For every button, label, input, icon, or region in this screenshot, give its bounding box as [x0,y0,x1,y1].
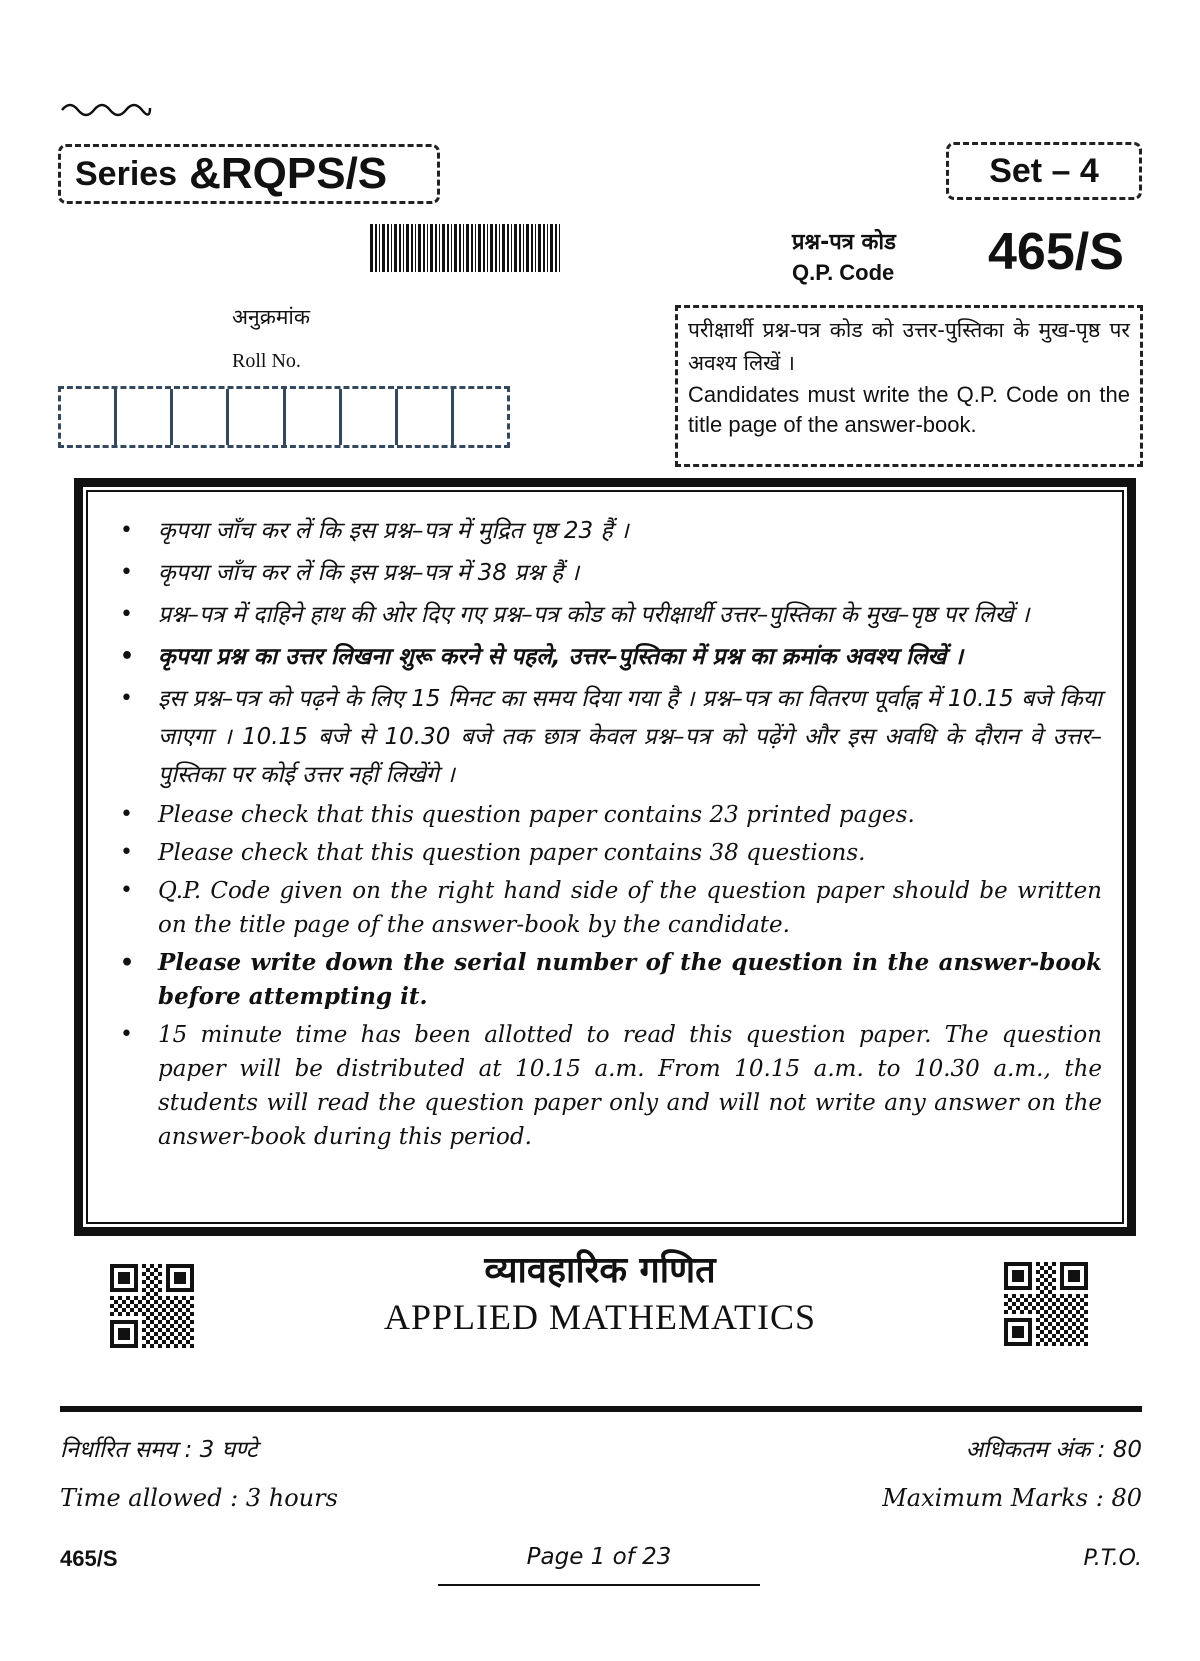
qp-code-value: 465/S [988,223,1124,281]
footer-qp-code: 465/S [60,1546,118,1571]
set-box [946,142,1142,200]
roll-digit-box[interactable] [286,389,342,445]
barcode-icon [370,224,564,272]
instruction-item: • कृपया प्रश्न का उत्तर लिखना शुरू करने से पहले, उत्तर–पुस्तिका में प्रश्न का क्रमांक अवश्य लिखें । [118,638,1102,676]
instructions-box [74,478,1136,1236]
max-marks-hindi: अधिकतम अंक : 80 [965,1437,1142,1463]
series-box [58,144,440,204]
tilde-ornament-icon [60,98,152,118]
notice-english: Candidates must write the Q.P. Code on the title page of the answer-book. [688,382,1130,437]
instruction-item: • प्रश्न–पत्र में दाहिने हाथ की ओर दिए गए प्रश्न–पत्र कोड को परीक्षार्थी उत्तर–पुस्तिका के मुख–पृष्ठ पर लिखें । [118,596,1102,634]
roll-digit-box[interactable] [173,389,229,445]
instruction-item: • कृपया जाँच कर लें कि इस प्रश्न–पत्र में मुद्रित पृष्ठ 23 हैं । [118,512,1102,550]
qr-code-icon [1004,1262,1088,1346]
roll-digit-box[interactable] [342,389,398,445]
time-allowed-english: Time allowed : 3 hours [60,1484,338,1512]
instructions-list [118,512,1102,1154]
set-label: Set – 4 [989,151,1099,190]
roll-digit-box[interactable] [454,389,507,445]
instruction-item: • Q.P. Code given on the right hand side of the question paper should be written on the title page of the answer-book by the candidate. [118,874,1102,942]
instruction-item: • Please check that this question paper contains 38 questions. [118,836,1102,870]
pto-label: P.T.O. [1083,1546,1142,1571]
page-number-underline [438,1584,760,1586]
divider [60,1406,1142,1412]
qp-code-notice [675,305,1143,467]
notice-hindi: परीक्षार्थी प्रश्न-पत्र कोड को उत्तर-पुस्तिका के मुख-पृष्ठ पर अवश्य लिखें । [688,318,1130,375]
roll-digit-box[interactable] [61,389,117,445]
subject-title-hindi: व्यावहारिक गणित [484,1250,716,1291]
roll-label-english: Roll No. [232,350,301,372]
series-label: Series [75,154,178,193]
instruction-item: • 15 minute time has been allotted to read this question paper. The question paper will be distributed at 10.15 a.m. From 10.15 a.m. to 10.30 a.m., the students will read the question paper only and will not write any answer on the answer-book during this period. [118,1018,1102,1154]
instruction-item: • इस प्रश्न–पत्र को पढ़ने के लिए 15 मिनट का समय दिया गया है । प्रश्न–पत्र का वितरण पूर्वाह्न में 10.15 बजे किया जाएगा । 10.15 बजे से 10.30 बजे तक छात्र केवल प्रश्न–पत्र को पढ़ेंगे और इस अवधि के दौरान वे उत्तर–पुस्तिका पर कोई उत्तर नहीं लिखेंगे । [118,680,1102,794]
subject-title-english: APPLIED MATHEMATICS [383,1297,817,1337]
roll-number-boxes[interactable] [58,386,510,448]
page-number: Page 1 of 23 [526,1544,672,1570]
instruction-item: • Please check that this question paper contains 23 printed pages. [118,798,1102,832]
max-marks-english: Maximum Marks : 80 [882,1484,1142,1512]
qr-code-icon [110,1264,194,1348]
series-code: &RQPS/S [189,149,388,198]
qp-code-english-label: Q.P. Code [792,260,895,285]
qp-code-hindi-label: प्रश्न-पत्र कोड [792,230,896,255]
instruction-item: • कृपया जाँच कर लें कि इस प्रश्न–पत्र में 38 प्रश्न हैं । [118,554,1102,592]
roll-digit-box[interactable] [398,389,454,445]
roll-digit-box[interactable] [117,389,173,445]
instruction-item: • Please write down the serial number of the question in the answer-book before attempting it. [118,946,1102,1014]
time-allowed-hindi: निर्धारित समय : 3 घण्टे [60,1437,258,1463]
roll-digit-box[interactable] [229,389,285,445]
roll-label-hindi: अनुक्रमांक [232,305,310,329]
